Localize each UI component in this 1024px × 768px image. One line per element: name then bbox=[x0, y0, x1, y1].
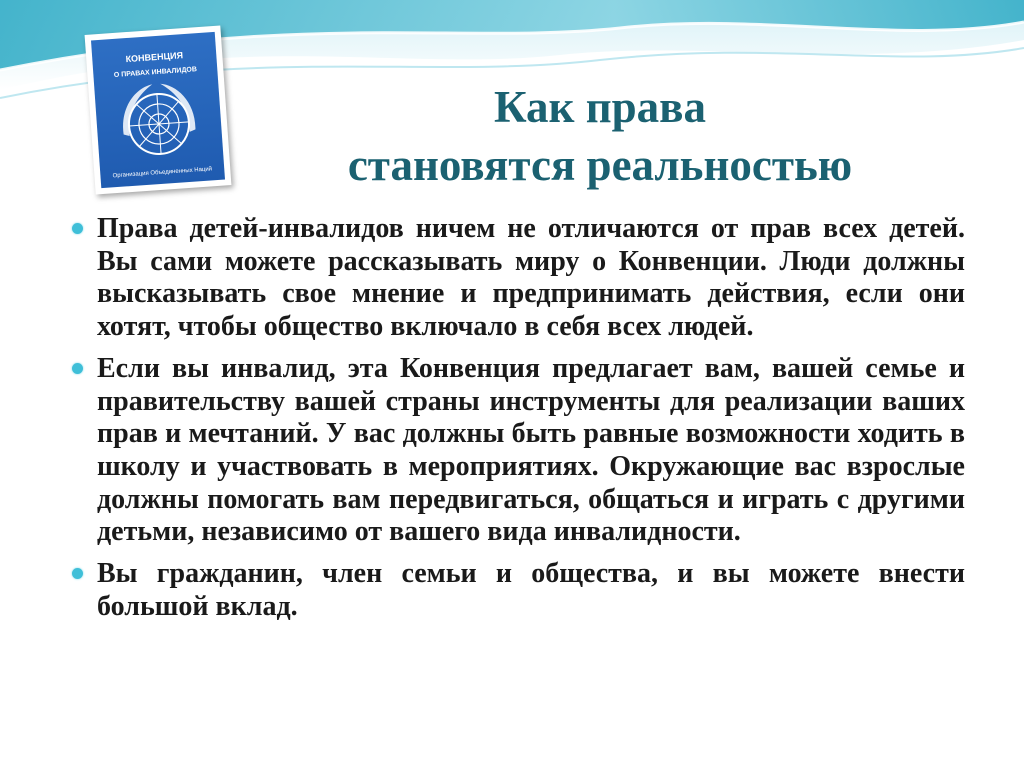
book-footer: Организация Объединенных Наций bbox=[112, 166, 213, 180]
bullet-text: Права детей-инвалидов ничем не отличаются от прав всех детей. Вы сами можете рассказывать миру о Конвенции. Люди должны высказывать свое мнение и предпринимать действия, если они хотят, чтобы общество включало в себя всех людей. bbox=[97, 213, 965, 343]
bullet-dot-icon bbox=[72, 568, 83, 579]
book-cover bbox=[91, 32, 225, 188]
book-title-2: О ПРАВАХ ИНВАЛИДОВ bbox=[113, 66, 198, 79]
un-emblem-icon bbox=[120, 82, 197, 157]
title-line-2: становятся реальностью bbox=[347, 140, 853, 190]
bullet-item bbox=[70, 353, 965, 549]
slide-title bbox=[280, 78, 920, 194]
bullet-item bbox=[70, 213, 965, 344]
bullet-list bbox=[70, 213, 965, 632]
convention-book-image bbox=[85, 25, 232, 194]
title-line-1: Как права bbox=[494, 82, 706, 132]
bullet-text: Вы гражданин, член семьи и общества, и вы можете внести большой вклад. bbox=[97, 558, 965, 622]
book-title-1: КОНВЕНЦИЯ bbox=[125, 50, 184, 65]
bullet-text: Если вы инвалид, эта Конвенция предлагает вам, вашей семье и правительству вашей страны инструменты для реализации ваших прав и мечтаний. У вас должны быть равные возможности ходить в школу и участвовать в мероприятиях. Окружающие вас взрослые должны помогать вам передвигаться, общаться и играть с другими детьми, независимо от вашего вида инвалидности. bbox=[97, 352, 965, 548]
bullet-dot-icon bbox=[72, 223, 83, 234]
bullet-dot-icon bbox=[72, 363, 83, 374]
bullet-item bbox=[70, 558, 965, 623]
book-cover-art bbox=[91, 32, 225, 188]
